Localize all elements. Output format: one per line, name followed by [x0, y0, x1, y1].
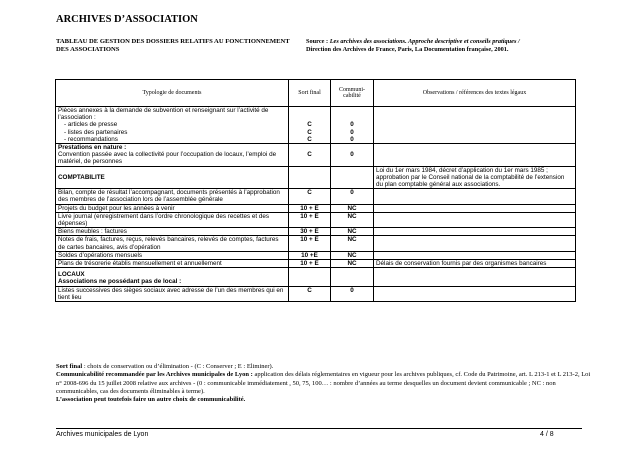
document-title: ARCHIVES D’ASSOCIATION — [56, 14, 198, 25]
comm-value: 0 — [350, 121, 354, 129]
source-label: Source : — [306, 38, 329, 45]
table-row — [56, 107, 576, 144]
table-row — [56, 260, 576, 268]
table-row — [56, 236, 576, 251]
row-text: Bilan, compte de résultat l’accompagnant, documents présentés à l’approbation des membres de l’association lors de l’assemblée générale — [56, 189, 289, 204]
row-text: Biens meubles : factures — [56, 228, 289, 236]
sort-value: 10 + E — [289, 260, 331, 268]
col-observations: Observations / références des textes légaux — [374, 80, 576, 107]
section-heading: COMPTABILITE — [56, 166, 289, 189]
note-text: application des délais réglementaires en vigueur pour les archives publiques, cf. Code du Patrimoine, art. L 213-1 et L 213-2, Loi n° 2008-696 du 15 juillet 2008 relative aux archives - (0 : communicable immédiatement , 50, 75, 100… : nombre d’années au terme desquelles un document devient communicable ; NC : non communicables, cas des documents éliminables à terme). — [56, 371, 591, 395]
page-number: 4 / 8 — [540, 431, 554, 438]
row-text: Notes de frais, factures, reçus, relevés bancaires, relevés de comptes, factures de cartes bancaires, avis d’opération — [56, 236, 289, 251]
sort-value: C — [307, 128, 312, 136]
table-row — [56, 251, 576, 259]
footer-organization: Archives municipales de Lyon — [56, 431, 149, 438]
source-publisher: Direction des Archives de France, Paris, La Documentation française, 2001. — [306, 46, 509, 54]
sort-value: 10 +E — [289, 251, 331, 259]
col-communicabilite: Communi-cabilité — [331, 80, 374, 107]
source-reference — [306, 38, 596, 54]
row-text: Convention passée avec la collectivité pour l’occupation de locaux, l’emploi de matériel, de personnes — [58, 151, 277, 166]
table-row — [56, 144, 576, 167]
row-text: Soldes d’opérations mensuels — [56, 251, 289, 259]
row-text: Pièces annexes à la demande de subvention et renseignant sur l’activité de l’association : — [58, 107, 269, 122]
comm-value: NC — [331, 251, 374, 259]
comm-value: NC — [331, 204, 374, 212]
sort-value: C — [307, 121, 312, 129]
row-text: Livre journal (enregistrement dans l’ordre chronologique des recettes et des dépenses) — [56, 212, 289, 227]
sort-value: C — [307, 135, 312, 143]
row-text: Projets du budget pour les années à venir — [56, 204, 289, 212]
note-label: Sort final — [56, 363, 83, 370]
col-sort-final: Sort final — [289, 80, 331, 107]
section-heading: LOCAUX — [58, 271, 85, 279]
comm-value: 0 — [350, 151, 354, 159]
comm-value: 0 — [350, 135, 354, 143]
section-heading: Prestations en nature : — [58, 144, 127, 152]
comm-value: 0 — [331, 189, 374, 204]
observation-text: Délais de conservation fournis par des organismes bancaires — [374, 260, 576, 268]
row-text: - recommandations — [64, 135, 118, 143]
note-label: Communicabilité recommandée par les Archives municipales de Lyon : — [56, 371, 253, 379]
comm-value: NC — [331, 212, 374, 227]
sort-value: C — [289, 286, 331, 301]
legend-notes — [56, 363, 596, 404]
row-text: Plans de trésorerie établis mensuellement et annuellement — [56, 260, 289, 268]
table-row — [56, 268, 576, 286]
comm-value: 0 — [350, 128, 354, 136]
comm-value: 0 — [331, 286, 374, 301]
table-row — [56, 189, 576, 204]
comm-value: NC — [331, 260, 374, 268]
section-subheading: Associations ne possédant pas de local : — [58, 278, 182, 286]
row-text: - listes des partenaires — [64, 128, 128, 136]
sort-value: 30 + E — [289, 228, 331, 236]
col-typologie: Typologie de documents — [56, 80, 289, 107]
sort-value: 10 + E — [289, 204, 331, 212]
source-title: Les archives des associations. Approche descriptive et conseils pratiques / — [329, 38, 520, 45]
observation-text: Loi du 1er mars 1984, décret d’application du 1er mars 1985 ; approbation par le Conseil national de la comptabilité de l’extension du plan comptable général aux associations. — [374, 166, 576, 189]
sort-value: 10 + E — [289, 236, 331, 251]
row-text: - articles de presse — [64, 121, 118, 129]
management-table — [55, 79, 576, 302]
sort-value: C — [307, 151, 312, 159]
sort-value: 10 + E — [289, 212, 331, 227]
table-row — [56, 166, 576, 189]
document-subtitle: TABLEAU DE GESTION DES DOSSIERS RELATIFS AU FONCTIONNEMENT DES ASSOCIATIONS — [56, 38, 290, 54]
row-text: Listes successives des sièges sociaux avec adresse de l’un des membres qui en tient lieu — [56, 286, 289, 301]
table-row — [56, 204, 576, 212]
comm-value: NC — [331, 236, 374, 251]
note-text: L’association peut toutefois faire un autre choix de communicabilité. — [56, 396, 246, 404]
table-row — [56, 212, 576, 227]
table-header-row — [56, 80, 576, 107]
table-row — [56, 286, 576, 301]
sort-value: C — [289, 189, 331, 204]
comm-value: NC — [331, 228, 374, 236]
table-row — [56, 228, 576, 236]
footer-divider — [56, 428, 582, 429]
note-text: : choix de conservation ou d’élimination - (C : Conserver ; E : Eliminer). — [82, 363, 274, 370]
